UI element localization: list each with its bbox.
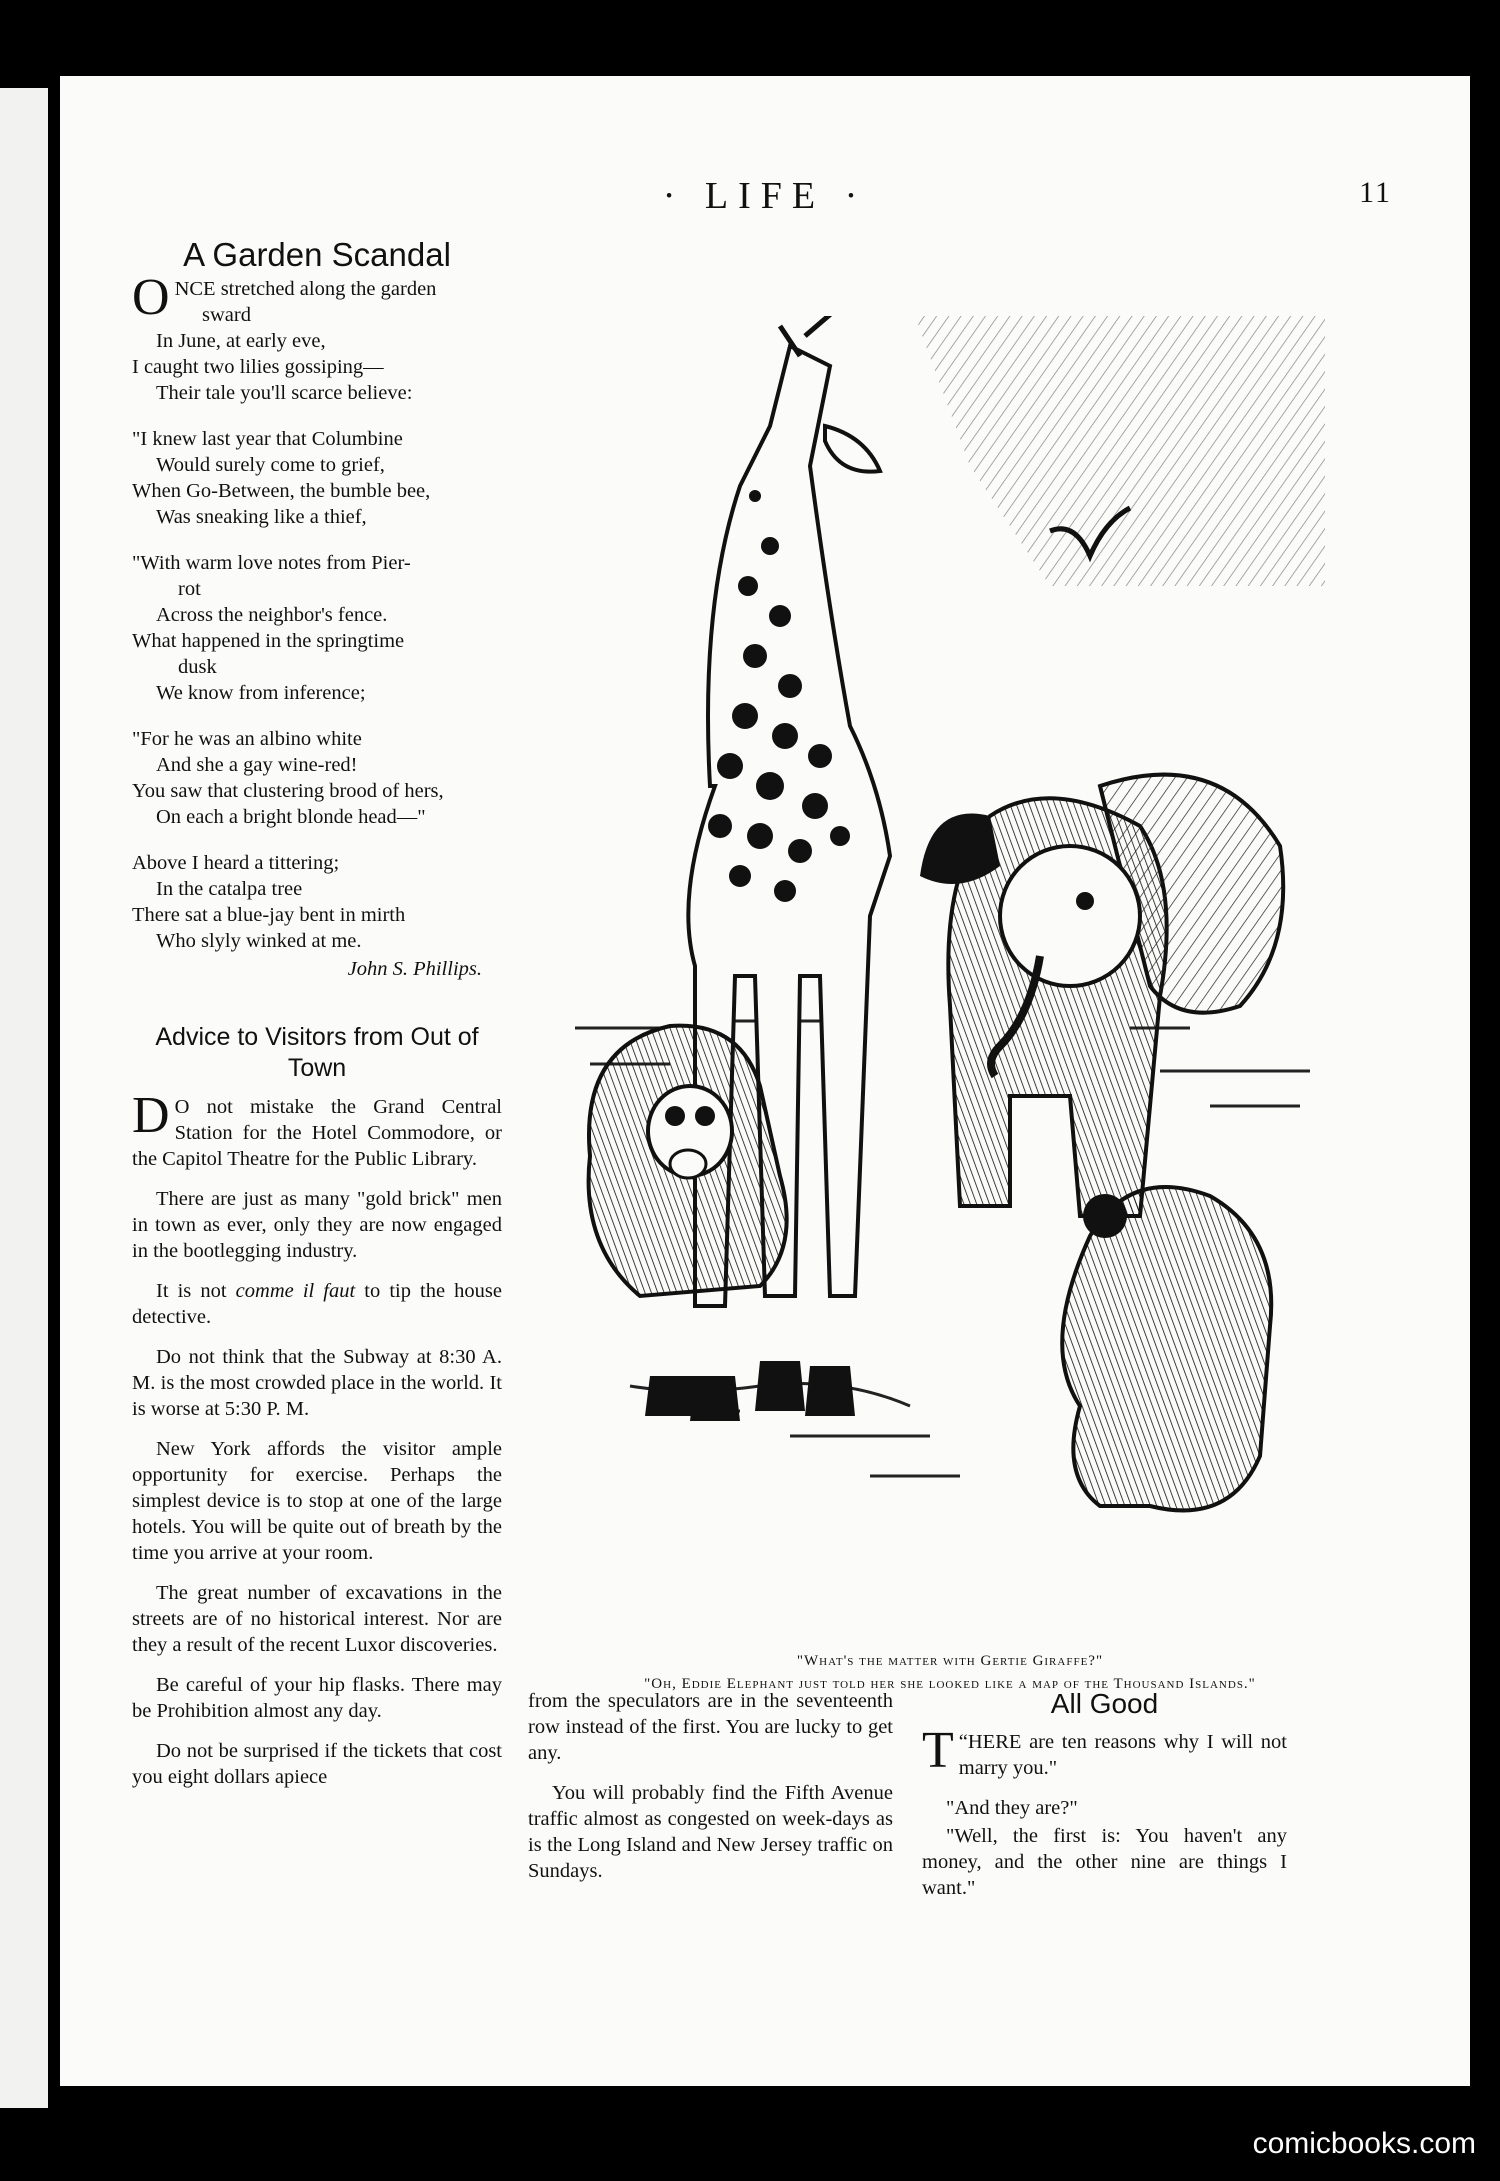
poem-line: rot [178, 578, 201, 600]
poem-line: What happened in the springtime [132, 630, 405, 652]
article-paragraph: "Well, the first is: You haven't any money, and the other nine are things I want." [922, 1825, 1287, 1899]
poem-line: There sat a blue-jay bent in mirth [132, 904, 406, 926]
poem-line: NCE stretched along the garden [174, 278, 437, 300]
poem-line: In the catalpa tree [156, 878, 303, 900]
poem-line: Would surely come to grief, [156, 454, 385, 476]
article-paragraph: Do not be surprised if the tickets that cost you eight dollars apiece [132, 1740, 502, 1788]
poem-line: You saw that clustering brood of hers, [132, 780, 444, 802]
orangutan-right [1062, 1187, 1271, 1510]
poem-line: I caught two lilies gossiping— [132, 356, 384, 378]
paragraph-text: It is not [156, 1280, 227, 1302]
poem-line: Their tale you'll scarce believe: [156, 382, 413, 404]
poem-line: "I knew last year that Columbine [132, 428, 403, 450]
article-paragraph: The great number of excavations in the streets are of no historical interest. Nor are they a result of the recent Luxor discoveries. [132, 1582, 502, 1656]
magazine-page [60, 76, 1470, 2086]
paragraph-text: to tip the house detective. [132, 1280, 502, 1328]
poem-stanza-5 [132, 850, 502, 954]
elephant [920, 775, 1283, 1216]
caption-line-2: "Oh, Eddie Elephant just told her she looked like a map of the Thousand Islands." [644, 1676, 1256, 1692]
middle-column [528, 1688, 893, 1898]
article-paragraph [132, 1087, 502, 1172]
poem-line: And she a gay wine-red! [156, 754, 358, 776]
paragraph-text: HERE are ten reasons why I will not marry you." [958, 1731, 1287, 1779]
poem-line: sward [202, 304, 251, 326]
adjacent-page-edge [0, 88, 48, 2108]
sky-hatching [915, 316, 1325, 586]
right-column [922, 1688, 1287, 1915]
poem-line: "For he was an albino white [132, 728, 362, 750]
paragraph-text: O not mistake the Grand Central Station for the Hotel Commodore, or the Capitol Theatre for the Public Library. [132, 1096, 502, 1170]
article-paragraph: "And they are?" [946, 1797, 1078, 1819]
page-header [60, 174, 1470, 234]
article-paragraph: Do not think that the Subway at 8:30 A. M. is the most crowded place in the world. It is worse at 5:30 P. M. [132, 1346, 502, 1420]
poem-line: Above I heard a tittering; [132, 852, 340, 874]
poem-stanza-2 [132, 426, 502, 530]
watermark: comicbooks.com [1252, 2127, 1476, 2160]
drop-cap: D [132, 1087, 170, 1144]
article-paragraph: “ T HERE are ten reasons why I will not marry you." [922, 1722, 1287, 1779]
poem-stanza-3 [132, 550, 502, 706]
caption-line-1: "What's the matter with Gertie Giraffe?" [796, 1653, 1104, 1669]
poem-stanza-4 [132, 726, 502, 830]
poem-line: We know from inference; [156, 682, 366, 704]
poem-stanza-1 [132, 269, 502, 406]
drop-cap: T [922, 1722, 954, 1779]
cartoon-illustration [570, 316, 1330, 1646]
article-paragraph: New York affords the visitor ample opportunity for exercise. Perhaps the simplest device is to stop at one of the large hotels. You will be quite out of breath by the time you arrive at your room. [132, 1438, 502, 1564]
left-column [132, 236, 502, 1804]
poem-author: John S. Phillips. [347, 958, 482, 980]
drop-cap: O [132, 269, 170, 326]
poem-line: Who slyly winked at me. [156, 930, 362, 952]
masthead: · LIFE · [662, 175, 868, 217]
poem-line: In June, at early eve, [156, 330, 326, 352]
article-paragraph: from the speculators are in the seventeenth row instead of the first. You are lucky to get any. [528, 1690, 893, 1764]
poem-line: On each a bright blonde head—" [156, 806, 426, 828]
article-paragraph: Be careful of your hip flasks. There may be Prohibition almost any day. [132, 1674, 502, 1722]
poem-line: When Go-Between, the bumble bee, [132, 480, 431, 502]
article-title: All Good [1050, 1688, 1159, 1719]
poem-line: "With warm love notes from Pier- [132, 552, 411, 574]
poem-line: dusk [178, 656, 217, 678]
poem-line: Across the neighbor's fence. [156, 604, 388, 626]
page-number: 11 [1359, 176, 1392, 209]
article-paragraph [132, 1278, 502, 1330]
article-paragraph: There are just as many "gold brick" men in town as ever, only they are now engaged in the bootlegging industry. [132, 1188, 502, 1262]
poem-title: A Garden Scandal [183, 236, 451, 273]
poem-line: Was sneaking like a thief, [156, 506, 367, 528]
article-paragraph: You will probably find the Fifth Avenue traffic almost as congested on week-days as is the Long Island and New Jersey traffic on Sundays. [528, 1782, 893, 1882]
article-title: Advice to Visitors from Out of Town [155, 1023, 479, 1082]
paragraph-text-italic: comme il faut [235, 1280, 356, 1302]
